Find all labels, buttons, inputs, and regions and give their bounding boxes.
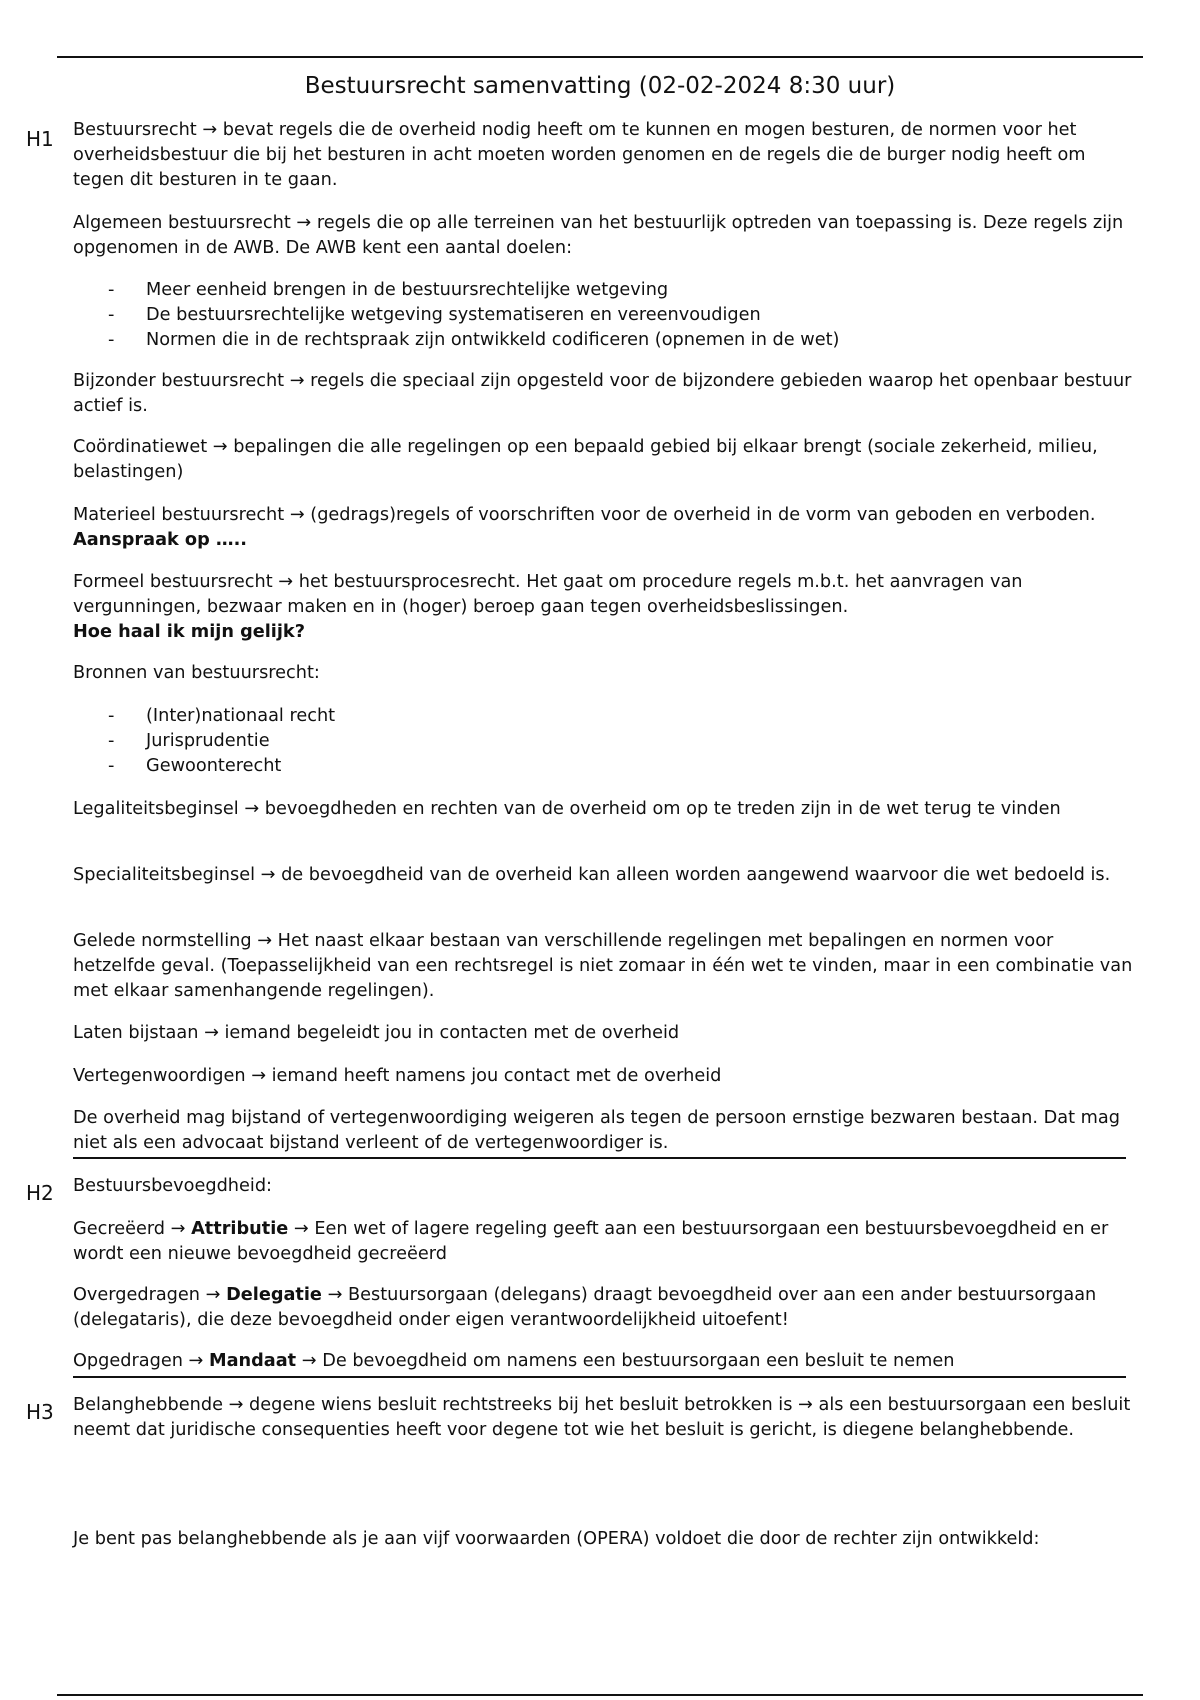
term: Bestuursrecht bbox=[73, 120, 197, 140]
arrow-icon: → bbox=[278, 572, 294, 592]
arrow-icon: → bbox=[228, 1395, 244, 1415]
definition: bepalingen die alle regelingen op een bepaald gebied bij elkaar brengt (sociale zekerheid, milieu, belastingen) bbox=[73, 437, 1098, 482]
definition: iemand begeleidt jou in contacten met de overheid bbox=[224, 1023, 680, 1043]
arrow-icon: → bbox=[212, 437, 228, 457]
def-coordinatiewet bbox=[73, 435, 1133, 485]
top-rule bbox=[57, 56, 1143, 58]
def-laten-bijstaan bbox=[73, 1021, 1133, 1046]
def-vertegenwoordigen bbox=[73, 1064, 1133, 1089]
bold-term: Mandaat bbox=[209, 1351, 297, 1371]
bullet-dash: - bbox=[108, 330, 115, 350]
bold-note: Aanspraak op ….. bbox=[73, 530, 248, 550]
term: Gelede normstelling bbox=[73, 931, 252, 951]
arrow-icon: → bbox=[327, 1285, 343, 1305]
def-gecreeerd bbox=[73, 1217, 1133, 1267]
bestuursbevoegdheid-intro: Bestuursbevoegdheid: bbox=[73, 1176, 273, 1196]
term: Specialiteitsbeginsel bbox=[73, 865, 255, 885]
def-formeel-bestuursrecht bbox=[73, 570, 1133, 645]
section-divider bbox=[73, 1157, 1126, 1159]
term: Algemeen bestuursrecht bbox=[73, 213, 291, 233]
bottom-rule bbox=[57, 1694, 1143, 1696]
bullet-dash: - bbox=[108, 280, 115, 300]
opera-paragraph: Je bent pas belanghebbende als je aan vijf voorwaarden (OPERA) voldoet die door de rechter zijn ontwikkeld: bbox=[73, 1529, 1040, 1549]
section-label-h1: H1 bbox=[26, 127, 54, 151]
arrow-icon: → bbox=[289, 371, 305, 391]
arrow-icon: → bbox=[204, 1023, 219, 1043]
bullet-dash: - bbox=[108, 756, 115, 776]
term: Materieel bestuursrecht bbox=[73, 505, 285, 525]
def-belanghebbende bbox=[73, 1393, 1133, 1443]
bullet-dash: - bbox=[108, 731, 115, 751]
definition: regels die speciaal zijn opgesteld voor de bijzondere gebieden waarop het openbaar bestuur actief is. bbox=[73, 371, 1132, 416]
bullet-dash: - bbox=[108, 706, 115, 726]
list-item: - De bestuursrechtelijke wetgeving systematiseren en vereenvoudigen bbox=[108, 303, 1128, 328]
definition: de bevoegdheid van de overheid kan alleen worden aangewend waarvoor die wet bedoeld is. bbox=[281, 865, 1111, 885]
definition: Bestuursorgaan (delegans) draagt bevoegdheid over aan een ander bestuursorgaan (delegataris), die deze bevoegdheid onder eigen verantwoordelijkheid uitoefent! bbox=[73, 1285, 1097, 1330]
def-gelede-normstelling bbox=[73, 929, 1133, 1004]
def-opgedragen bbox=[73, 1349, 1133, 1374]
def-materieel-bestuursrecht bbox=[73, 503, 1133, 553]
arrow-icon: → bbox=[205, 1285, 221, 1305]
definition: (gedrags)regels of voorschriften voor de overheid in de vorm van geboden en verboden. bbox=[310, 505, 1096, 525]
definition: regels die op alle terreinen van het bestuurlijk optreden van toepassing is. Deze regels zijn opgenomen in de AWB. De AWB kent een aantal doelen: bbox=[73, 213, 1124, 258]
term: Coördinatiewet bbox=[73, 437, 208, 457]
list-item: - Meer eenheid brengen in de bestuursrechtelijke wetgeving bbox=[108, 278, 1128, 303]
definition: bevoegdheden en rechten van de overheid om op te treden zijn in de wet terug te vinden bbox=[264, 799, 1061, 819]
section-label-h2: H2 bbox=[26, 1181, 54, 1205]
definition: Een wet of lagere regeling geeft aan een bestuursorgaan een bestuursbevoegdheid en er wordt een nieuwe bevoegdheid gecreëerd bbox=[73, 1219, 1109, 1264]
list-item: - Normen die in de rechtspraak zijn ontwikkeld codificeren (opnemen in de wet) bbox=[108, 328, 1128, 353]
bold-note: Hoe haal ik mijn gelijk? bbox=[73, 622, 305, 642]
definition: degene wiens besluit rechtstreeks bij het besluit betrokken is bbox=[249, 1395, 793, 1415]
bold-term: Attributie bbox=[191, 1219, 289, 1239]
term: Overgedragen bbox=[73, 1285, 200, 1305]
def-overgedragen bbox=[73, 1283, 1133, 1333]
definition: het bestuursprocesrecht. Het gaat om procedure regels m.b.t. het aanvragen van vergunningen, bezwaar maken en in (hoger) beroep gaan tegen overheidsbeslissingen. bbox=[73, 572, 1023, 617]
def-algemeen-bestuursrecht bbox=[73, 211, 1133, 261]
page-title: Bestuursrecht samenvatting (02-02-2024 8:30 uur) bbox=[304, 73, 896, 99]
term: Formeel bestuursrecht bbox=[73, 572, 273, 592]
term: Gecreëerd bbox=[73, 1219, 166, 1239]
arrow-icon: → bbox=[260, 865, 276, 885]
def-bestuursrecht bbox=[73, 118, 1133, 193]
arrow-icon: → bbox=[202, 120, 218, 140]
def-bijzonder-bestuursrecht bbox=[73, 369, 1133, 419]
definition: De bevoegdheid om namens een bestuursorgaan een besluit te nemen bbox=[322, 1351, 955, 1371]
arrow-icon: → bbox=[188, 1351, 204, 1371]
arrow-icon: → bbox=[296, 213, 312, 233]
term: Vertegenwoordigen bbox=[73, 1066, 246, 1086]
arrow-icon: → bbox=[798, 1395, 813, 1415]
section-label-h3: H3 bbox=[26, 1400, 54, 1424]
bullet-dash: - bbox=[108, 305, 115, 325]
definition: Het naast elkaar bestaan van verschillende regelingen met bepalingen en normen voor hetzelfde geval. (Toepasselijkheid van een rechtsregel is niet zomaar in één wet te vinden, maar in een combinatie van met elkaar samenhangende regelingen). bbox=[73, 931, 1133, 1001]
bronnen-intro: Bronnen van bestuursrecht: bbox=[73, 663, 320, 683]
arrow-icon: → bbox=[301, 1351, 317, 1371]
definition: iemand heeft namens jou contact met de overheid bbox=[271, 1066, 722, 1086]
def-legaliteitsbeginsel bbox=[73, 797, 1133, 822]
def-specialiteitsbeginsel bbox=[73, 863, 1133, 888]
term: Bijzonder bestuursrecht bbox=[73, 371, 285, 391]
bold-term: Delegatie bbox=[226, 1285, 322, 1305]
arrow-icon: → bbox=[170, 1219, 186, 1239]
list-item: - Gewoonterecht bbox=[108, 754, 1128, 779]
term: Laten bijstaan bbox=[73, 1023, 199, 1043]
arrow-icon: → bbox=[257, 931, 273, 951]
arrow-icon: → bbox=[251, 1066, 267, 1086]
section-divider bbox=[73, 1376, 1126, 1378]
definition: bevat regels die de overheid nodig heeft om te kunnen en mogen besturen, de normen voor het overheidsbestuur die bij het besturen in acht moeten worden genomen en de regels die de burger nodig heeft om tegen dit besturen in te gaan. bbox=[73, 120, 1086, 190]
arrow-icon: → bbox=[293, 1219, 309, 1239]
weigeren-paragraph: De overheid mag bijstand of vertegenwoordiging weigeren als tegen de persoon ernstige bezwaren bestaan. Dat mag niet als een advocaat bijstand verleent of de vertegenwoordiger is. bbox=[73, 1108, 1120, 1153]
list-item: - Jurisprudentie bbox=[108, 729, 1128, 754]
term: Belanghebbende bbox=[73, 1395, 223, 1415]
definition: als een bestuursorgaan een besluit neemt dat juridische consequenties heeft voor degene tot wie het besluit is gericht, is diegene belanghebbende. bbox=[73, 1395, 1131, 1440]
term: Opgedragen bbox=[73, 1351, 183, 1371]
arrow-icon: → bbox=[289, 505, 305, 525]
term: Legaliteitsbeginsel bbox=[73, 799, 239, 819]
list-item: - (Inter)nationaal recht bbox=[108, 704, 1128, 729]
arrow-icon: → bbox=[244, 799, 260, 819]
